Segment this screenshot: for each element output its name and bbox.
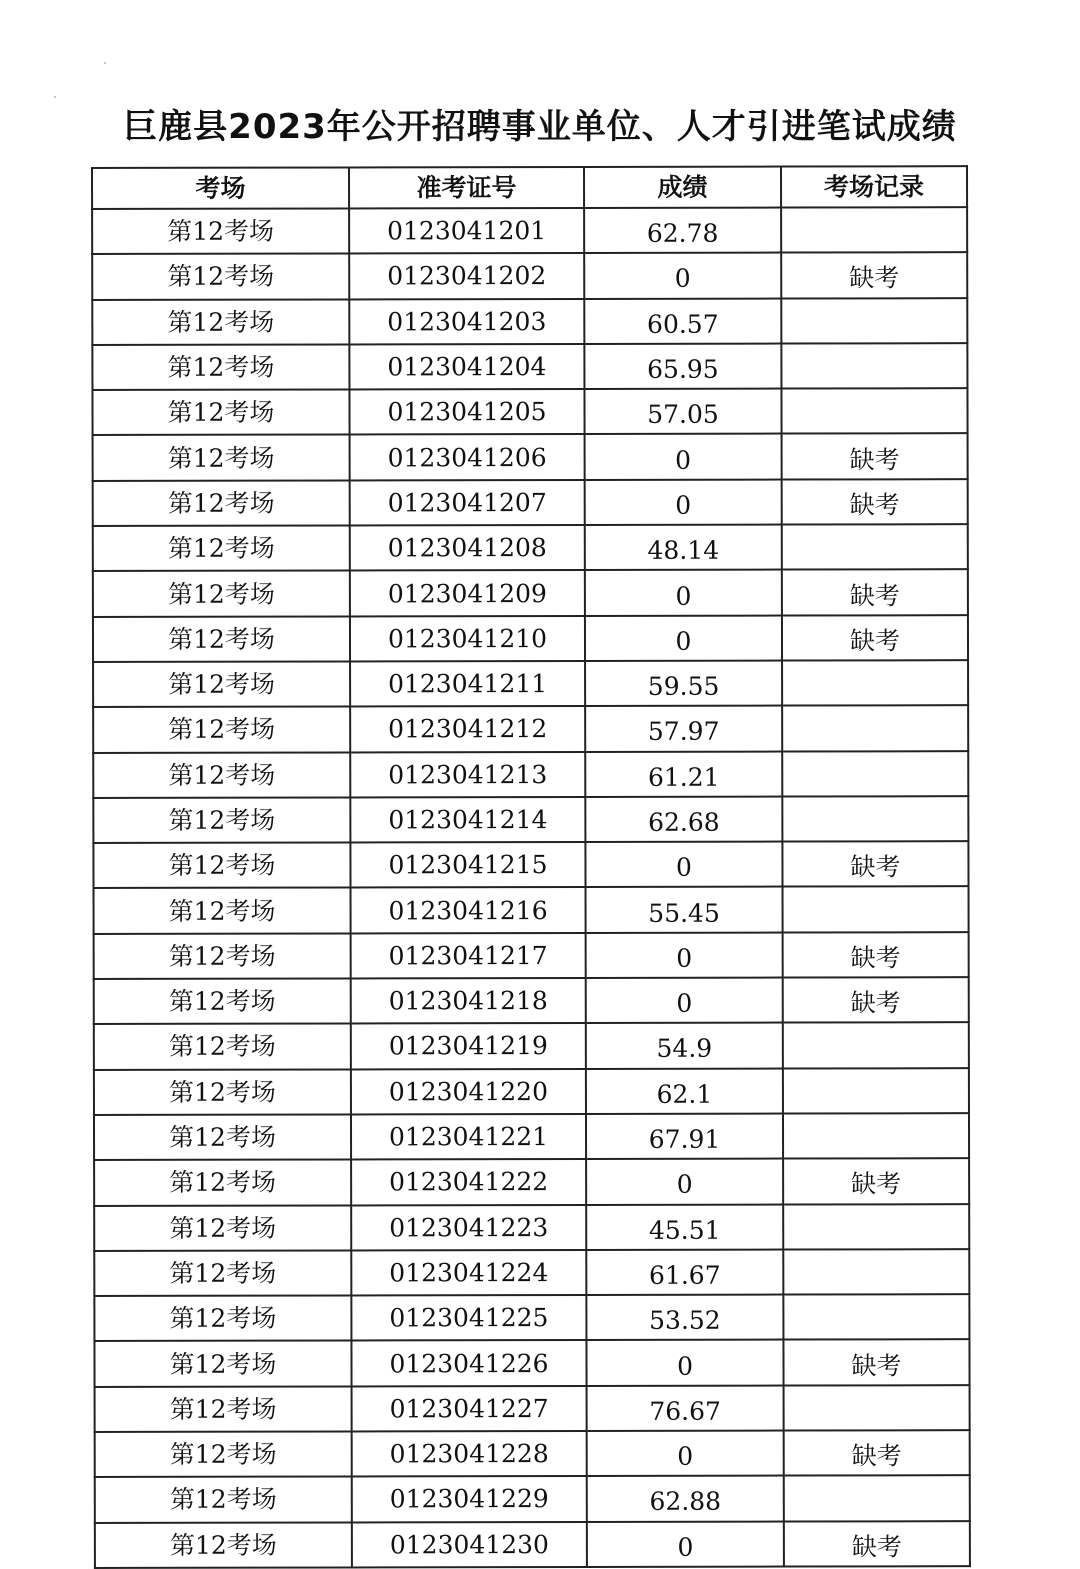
note-cell bbox=[781, 207, 967, 253]
table-row bbox=[94, 1340, 969, 1387]
note-cell bbox=[782, 524, 968, 570]
note-cell: 缺考 bbox=[784, 1430, 970, 1476]
score-cell: 67.91 bbox=[586, 1113, 783, 1159]
ticket-cell: 0123041202 bbox=[349, 253, 584, 299]
room-cell: 第12考场 bbox=[93, 661, 350, 707]
score-cell: 57.97 bbox=[585, 706, 782, 752]
page-title: 巨鹿县2023年公开招聘事业单位、人才引进笔试成绩 bbox=[123, 107, 957, 147]
ticket-cell: 0123041208 bbox=[350, 525, 585, 571]
score-cell: 0 bbox=[585, 434, 782, 480]
room-cell: 第12考场 bbox=[92, 344, 349, 390]
table-row bbox=[93, 796, 968, 843]
ticket-cell: 0123041222 bbox=[351, 1159, 586, 1205]
note-cell bbox=[784, 1475, 970, 1521]
room-cell: 第12考场 bbox=[93, 526, 350, 572]
ticket-cell: 0123041210 bbox=[350, 616, 585, 662]
table-row bbox=[95, 1385, 970, 1432]
score-cell: 55.45 bbox=[586, 887, 783, 933]
score-cell: 0 bbox=[586, 1159, 783, 1205]
note-cell bbox=[782, 751, 968, 797]
score-cell: 62.88 bbox=[587, 1476, 784, 1522]
note-cell bbox=[783, 1294, 969, 1340]
note-cell: 缺考 bbox=[783, 932, 969, 978]
scan-speck bbox=[104, 62, 106, 64]
ticket-cell: 0123041205 bbox=[349, 389, 584, 435]
ticket-cell: 0123041219 bbox=[351, 1023, 586, 1069]
ticket-cell: 0123041201 bbox=[349, 208, 584, 254]
room-cell: 第12考场 bbox=[92, 390, 349, 436]
note-cell: 缺考 bbox=[781, 252, 967, 298]
note-cell: 缺考 bbox=[782, 434, 968, 480]
note-cell: 缺考 bbox=[782, 479, 968, 525]
ticket-cell: 0123041216 bbox=[351, 887, 586, 933]
score-cell: 0 bbox=[586, 1340, 783, 1386]
score-cell: 0 bbox=[585, 479, 782, 525]
score-cell: 59.55 bbox=[585, 661, 782, 707]
room-cell: 第12考场 bbox=[95, 1477, 352, 1523]
room-cell: 第12考场 bbox=[94, 933, 351, 979]
table-row bbox=[92, 298, 967, 345]
ticket-cell: 0123041212 bbox=[350, 706, 585, 752]
ticket-cell: 0123041224 bbox=[351, 1250, 586, 1296]
score-cell: 62.1 bbox=[586, 1068, 783, 1114]
score-cell: 0 bbox=[584, 253, 781, 299]
score-cell: 48.14 bbox=[585, 525, 782, 571]
scan-speck bbox=[54, 96, 56, 98]
ticket-cell: 0123041221 bbox=[351, 1114, 586, 1160]
note-cell bbox=[782, 796, 968, 842]
ticket-cell: 0123041223 bbox=[351, 1204, 586, 1250]
room-cell: 第12考场 bbox=[94, 979, 351, 1025]
note-cell: 缺考 bbox=[783, 1158, 969, 1204]
score-cell: 62.68 bbox=[585, 796, 782, 842]
note-cell bbox=[783, 1204, 969, 1250]
header-ticket: 准考证号 bbox=[349, 167, 584, 208]
note-cell: 缺考 bbox=[782, 615, 968, 661]
room-cell: 第12考场 bbox=[95, 1522, 352, 1568]
table-row bbox=[94, 1249, 969, 1296]
table-row bbox=[93, 434, 968, 481]
ticket-cell: 0123041211 bbox=[350, 661, 585, 707]
score-cell: 0 bbox=[586, 978, 783, 1024]
score-cell: 0 bbox=[585, 615, 782, 661]
table-row bbox=[93, 660, 968, 707]
note-cell bbox=[782, 705, 968, 751]
score-cell: 53.52 bbox=[586, 1295, 783, 1341]
room-cell: 第12考场 bbox=[93, 707, 350, 753]
score-cell: 0 bbox=[585, 842, 782, 888]
note-cell: 缺考 bbox=[783, 977, 969, 1023]
table-row bbox=[92, 388, 967, 435]
table-row bbox=[95, 1475, 970, 1522]
room-cell: 第12考场 bbox=[95, 1431, 352, 1477]
room-cell: 第12考场 bbox=[93, 435, 350, 481]
note-cell bbox=[783, 887, 969, 933]
ticket-cell: 0123041229 bbox=[352, 1476, 587, 1522]
table-row bbox=[94, 1204, 969, 1251]
ticket-cell: 0123041218 bbox=[351, 978, 586, 1024]
note-cell bbox=[782, 660, 968, 706]
room-cell: 第12考场 bbox=[95, 1386, 352, 1432]
table-row bbox=[92, 252, 967, 299]
room-cell: 第12考场 bbox=[94, 1250, 351, 1296]
score-cell: 45.51 bbox=[586, 1204, 783, 1250]
score-cell: 54.9 bbox=[586, 1023, 783, 1069]
score-cell: 65.95 bbox=[584, 343, 781, 389]
table-row bbox=[94, 887, 969, 934]
note-cell bbox=[781, 343, 967, 389]
table-row bbox=[94, 1023, 969, 1070]
score-cell: 60.57 bbox=[584, 298, 781, 344]
table-body bbox=[92, 207, 970, 1568]
table-row bbox=[93, 841, 968, 888]
header-room: 考场 bbox=[92, 167, 349, 209]
ticket-cell: 0123041217 bbox=[351, 933, 586, 979]
room-cell: 第12考场 bbox=[92, 208, 349, 254]
table-row bbox=[93, 570, 968, 617]
ticket-cell: 0123041213 bbox=[350, 752, 585, 798]
score-cell: 57.05 bbox=[584, 389, 781, 435]
room-cell: 第12考场 bbox=[94, 1160, 351, 1206]
score-cell: 62.78 bbox=[584, 208, 781, 254]
score-cell: 0 bbox=[587, 1431, 784, 1477]
note-cell bbox=[781, 298, 967, 344]
room-cell: 第12考场 bbox=[93, 571, 350, 617]
score-cell: 0 bbox=[585, 570, 782, 616]
score-cell: 0 bbox=[586, 932, 783, 978]
room-cell: 第12考场 bbox=[93, 797, 350, 843]
table-row bbox=[94, 1068, 969, 1115]
ticket-cell: 0123041220 bbox=[351, 1069, 586, 1115]
ticket-cell: 0123041209 bbox=[350, 570, 585, 616]
table-row bbox=[95, 1430, 970, 1477]
ticket-cell: 0123041204 bbox=[349, 344, 584, 390]
table-row bbox=[94, 1294, 969, 1341]
table-row bbox=[93, 479, 968, 526]
table-row bbox=[94, 1158, 969, 1205]
note-cell bbox=[781, 388, 967, 434]
note-cell bbox=[783, 1023, 969, 1069]
room-cell: 第12考场 bbox=[93, 616, 350, 662]
score-cell: 0 bbox=[587, 1521, 784, 1567]
note-cell bbox=[783, 1113, 969, 1159]
ticket-cell: 0123041227 bbox=[352, 1386, 587, 1432]
score-table bbox=[91, 165, 971, 1569]
table-row bbox=[93, 615, 968, 662]
table-row bbox=[93, 705, 968, 752]
room-cell: 第12考场 bbox=[94, 1114, 351, 1160]
ticket-cell: 0123041207 bbox=[350, 480, 585, 526]
room-cell: 第12考场 bbox=[94, 1205, 351, 1251]
ticket-cell: 0123041206 bbox=[350, 434, 585, 480]
table-row bbox=[95, 1521, 970, 1568]
room-cell: 第12考场 bbox=[92, 254, 349, 300]
room-cell: 第12考场 bbox=[93, 752, 350, 798]
header-row bbox=[92, 166, 967, 209]
table-row bbox=[93, 524, 968, 571]
room-cell: 第12考场 bbox=[94, 1069, 351, 1115]
score-cell: 61.21 bbox=[585, 751, 782, 797]
room-cell: 第12考场 bbox=[94, 1024, 351, 1070]
note-cell bbox=[783, 1068, 969, 1114]
score-cell: 61.67 bbox=[586, 1249, 783, 1295]
header-score: 成绩 bbox=[584, 167, 781, 208]
table-header bbox=[92, 166, 967, 209]
table-row bbox=[92, 343, 967, 390]
note-cell: 缺考 bbox=[783, 1340, 969, 1386]
note-cell: 缺考 bbox=[782, 570, 968, 616]
ticket-cell: 0123041214 bbox=[350, 797, 585, 843]
room-cell: 第12考场 bbox=[94, 1341, 351, 1387]
note-cell bbox=[783, 1249, 969, 1295]
room-cell: 第12考场 bbox=[92, 299, 349, 345]
table-row bbox=[93, 751, 968, 798]
room-cell: 第12考场 bbox=[94, 888, 351, 934]
table-row bbox=[92, 207, 967, 254]
note-cell: 缺考 bbox=[782, 841, 968, 887]
table-row bbox=[94, 1113, 969, 1160]
room-cell: 第12考场 bbox=[93, 843, 350, 889]
room-cell: 第12考场 bbox=[93, 480, 350, 526]
ticket-cell: 0123041225 bbox=[351, 1295, 586, 1341]
ticket-cell: 0123041203 bbox=[349, 299, 584, 345]
note-cell: 缺考 bbox=[784, 1521, 970, 1567]
table-row bbox=[94, 977, 969, 1024]
score-cell: 76.67 bbox=[587, 1385, 784, 1431]
ticket-cell: 0123041230 bbox=[352, 1522, 587, 1568]
table-row bbox=[94, 932, 969, 979]
ticket-cell: 0123041215 bbox=[350, 842, 585, 888]
room-cell: 第12考场 bbox=[94, 1296, 351, 1342]
ticket-cell: 0123041226 bbox=[351, 1340, 586, 1386]
ticket-cell: 0123041228 bbox=[352, 1431, 587, 1477]
header-note: 考场记录 bbox=[781, 166, 967, 207]
note-cell bbox=[784, 1385, 970, 1431]
